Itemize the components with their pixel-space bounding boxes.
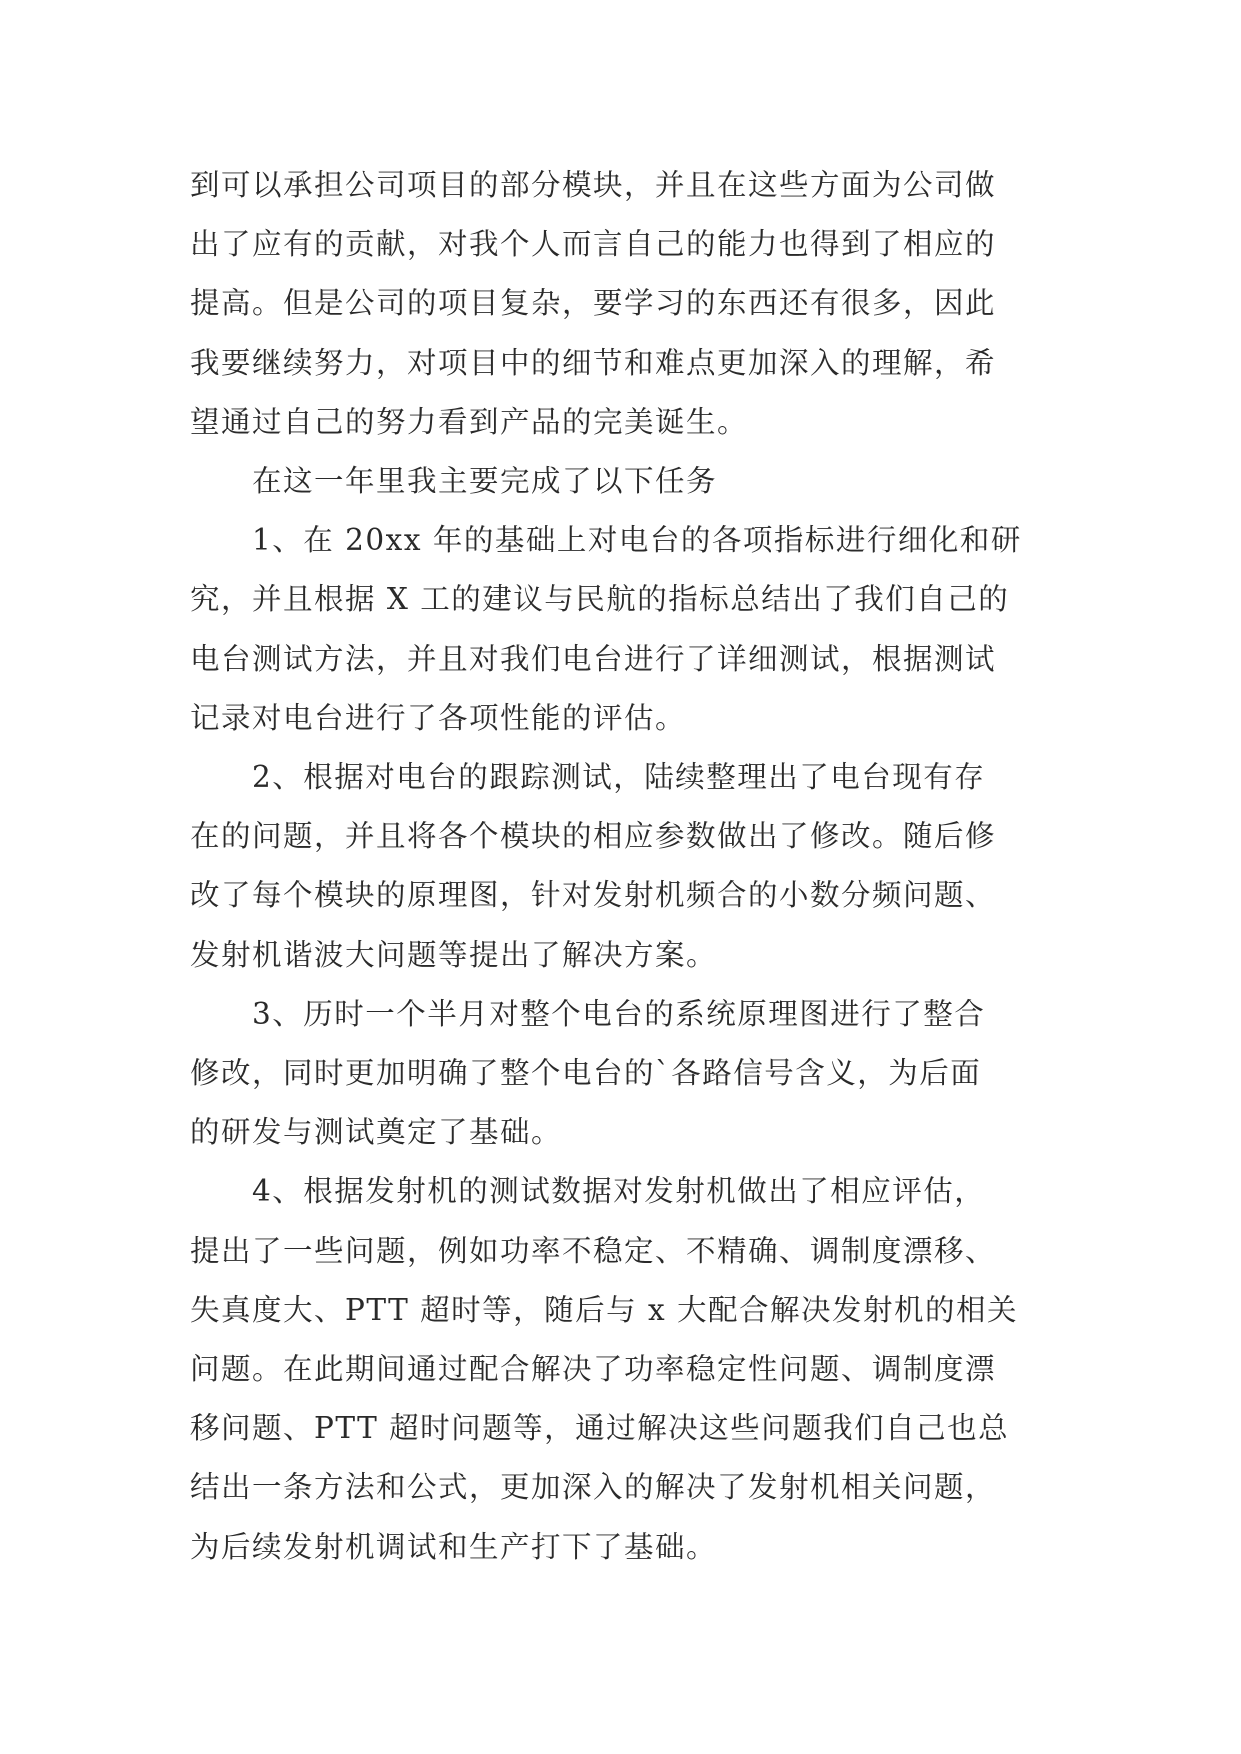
- paragraph: [190, 156, 1060, 452]
- text-line: 1、在 20xx 年的基础上对电台的各项指标进行细化和研: [252, 523, 1022, 558]
- text-line: 失真度大、PTT 超时等，随后与 x 大配合解决发射机的相关: [190, 1292, 1019, 1327]
- text-line: 结出一条方法和公式，更加深入的解决了发射机相关问题，: [190, 1470, 997, 1505]
- text-line: 出了应有的贡献，对我个人而言自己的能力也得到了相应的: [190, 227, 997, 262]
- text-line: 我要继续努力，对项目中的细节和难点更加深入的理解，希: [190, 345, 997, 380]
- text-line: 望通过自己的努力看到产品的完美诞生。: [190, 404, 749, 439]
- paragraph: [190, 511, 1060, 748]
- text-line: 4、根据发射机的测试数据对发射机做出了相应评估，: [252, 1174, 986, 1209]
- text-line: 在的问题，并且将各个模块的相应参数做出了修改。随后修: [190, 819, 997, 854]
- text-line: 3、历时一个半月对整个电台的系统原理图进行了整合: [252, 996, 986, 1031]
- text-line: 电台测试方法，并且对我们电台进行了详细测试，根据测试: [190, 641, 997, 676]
- text-line: 提出了一些问题，例如功率不稳定、不精确、调制度漂移、: [190, 1233, 997, 1268]
- text-line: 移问题、PTT 超时问题等，通过解决这些问题我们自己也总: [190, 1411, 1010, 1446]
- text-line: 在这一年里我主要完成了以下任务: [252, 464, 718, 499]
- text-line: 的研发与测试奠定了基础。: [190, 1115, 563, 1150]
- text-line: 为后续发射机调试和生产打下了基础。: [190, 1529, 718, 1564]
- text-line: 问题。在此期间通过配合解决了功率稳定性问题、调制度漂: [190, 1352, 997, 1387]
- document-body: [190, 156, 1060, 1577]
- text-line: 到可以承担公司项目的部分模块，并且在这些方面为公司做: [190, 168, 997, 202]
- paragraph: [190, 985, 1060, 1163]
- text-line: 发射机谐波大问题等提出了解决方案。: [190, 937, 718, 972]
- paragraph: [190, 1162, 1060, 1576]
- text-line: 提高。但是公司的项目复杂，要学习的东西还有很多，因此: [190, 286, 997, 321]
- paragraph: [190, 748, 1060, 985]
- text-line: 记录对电台进行了各项性能的评估。: [190, 700, 687, 735]
- text-line: 究，并且根据 X 工的建议与民航的指标总结出了我们自己的: [190, 582, 1010, 617]
- paragraph: [190, 452, 1060, 511]
- text-line: 改了每个模块的原理图，针对发射机频合的小数分频问题、: [190, 878, 997, 913]
- text-line: 修改，同时更加明确了整个电台的`各路信号含义，为后面: [190, 1056, 982, 1091]
- text-line: 2、根据对电台的跟踪测试，陆续整理出了电台现有存: [252, 760, 986, 795]
